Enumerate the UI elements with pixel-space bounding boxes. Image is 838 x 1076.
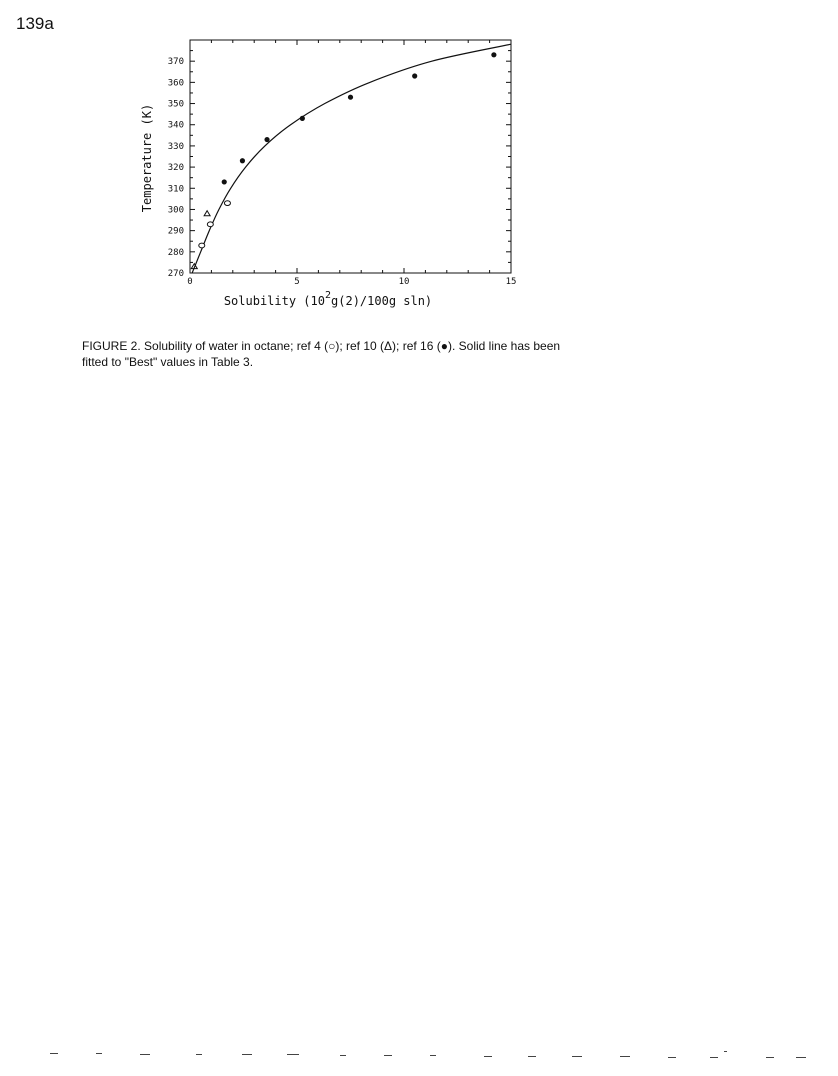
ref10-point — [204, 211, 210, 216]
y-tick-label: 340 — [167, 120, 184, 131]
y-tick-label: 310 — [167, 184, 184, 195]
ref16-point — [264, 137, 269, 142]
y-tick-label: 280 — [167, 247, 184, 258]
y-tick-label: 330 — [167, 141, 184, 152]
caption-line-2: fitted to "Best" values in Table 3. — [82, 355, 254, 369]
page-number: 139a — [16, 14, 54, 33]
y-axis-label: Temperature (K) — [140, 103, 154, 213]
x-tick-label: 0 — [187, 277, 193, 287]
ref16-point — [222, 179, 227, 184]
ref4-point — [207, 222, 213, 227]
plot-frame — [190, 40, 511, 273]
y-tick-label: 300 — [167, 205, 184, 216]
y-tick-label: 360 — [167, 78, 184, 89]
caption-line-1: FIGURE 2. Solubility of water in octane; ref 4 (○); ref 10 (Δ); ref 16 (●). Solid line has been — [82, 339, 561, 353]
y-tick-label: 320 — [167, 163, 184, 174]
x-axis-label: Solubility ($10^2g(2)/100g$ sln) — [223, 290, 433, 308]
fitted-curve — [192, 44, 511, 273]
scan-specks — [0, 1050, 838, 1062]
ref16-point — [412, 73, 417, 78]
ref4-point — [224, 201, 230, 206]
x-tick-label: 15 — [505, 277, 517, 287]
y-tick-label: 290 — [167, 226, 184, 237]
x-tick-label: 5 — [294, 277, 300, 287]
ref16-point — [240, 158, 245, 163]
figure-caption — [82, 338, 642, 370]
x-tick-label: 10 — [398, 277, 410, 287]
ref16-point — [300, 116, 305, 121]
y-tick-label: 270 — [167, 269, 184, 279]
ref16-point — [348, 95, 353, 100]
solubility-chart — [0, 0, 838, 330]
y-tick-label: 350 — [167, 99, 184, 110]
ref4-point — [199, 243, 205, 248]
ref16-point — [491, 52, 496, 57]
y-tick-label: 370 — [167, 57, 184, 68]
